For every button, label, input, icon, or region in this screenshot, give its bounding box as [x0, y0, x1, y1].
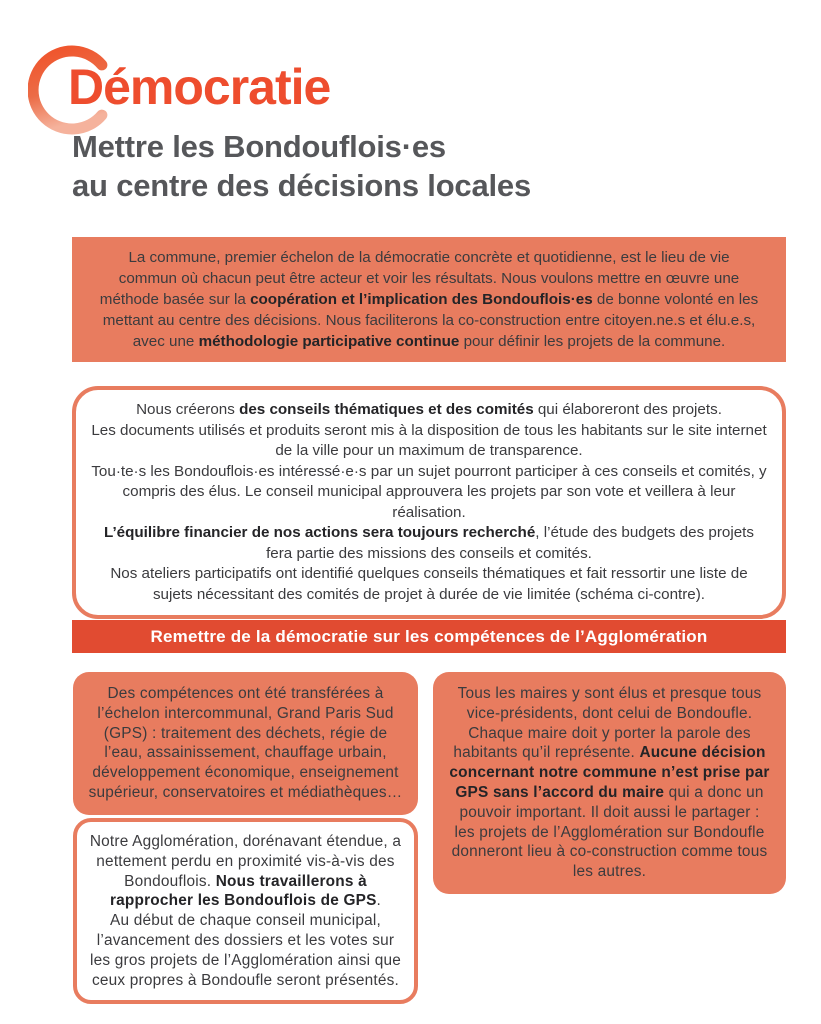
maires-gps-box	[433, 672, 786, 894]
page-subtitle-line1: Mettre les Bondouflois·es	[72, 129, 446, 164]
section-banner-label: Remettre de la démocratie sur les compétences de l’Agglomération	[150, 626, 708, 646]
maires-text: Tous les maires y sont élus et presque tous vice-présidents, dont celui de Bondoufle. Chaque maire doit y porter la parole des habitants qu’il représente. Aucune décision concernant notre commune n’est prise par GPS sans l’accord du maire qui a donc un pouvoir important. Il doit aussi le partager : les projets de l’Agglomération sur Bondoufle donneront lieu à co-construction comme tous les autres.	[449, 685, 770, 881]
council-paragraph-2: Les documents utilisés et produits seront mis à la disposition de tous les habitants sur le site internet de la ville pour un maximum de transparence.	[91, 421, 767, 459]
councils-committees-box	[72, 386, 786, 619]
page-subtitle-line2: au centre des décisions locales	[72, 168, 532, 203]
intro-box	[72, 237, 786, 362]
section-banner	[72, 620, 786, 653]
proximity-paragraph-1: Notre Agglomération, dorénavant étendue, a nettement perdu en proximité vis-à-vis des Bondouflois. Nous travaillerons à rapprocher les Bondouflois de GPS.	[89, 833, 402, 910]
council-paragraph-4: L’équilibre financier de nos actions sera toujours recherché, l’étude des budgets des projets fera partie des missions des conseils et comités.	[104, 524, 754, 562]
proximity-paragraph-2: Au début de chaque conseil municipal, l’avancement des dossiers et les votes sur les gros projets de l’Agglomération ainsi que ceux propres à Bondoufle seront présentés.	[90, 912, 401, 989]
council-paragraph-1: Nous créerons des conseils thématiques et des comités qui élaboreront des projets.	[136, 401, 722, 418]
page-subtitle	[72, 127, 531, 205]
competences-text: Des compétences ont été transférées à l’échelon intercommunal, Grand Paris Sud (GPS) : traitement des déchets, régie de l’eau, assainissement, chauffage urbain, développement économique, enseignement supérieur, conservatoires et médiathèques…	[88, 685, 403, 801]
page-title: Démocratie	[68, 59, 331, 115]
competences-transferees-box	[73, 672, 418, 815]
council-paragraph-5: Nos ateliers participatifs ont identifié quelques conseils thématiques et fait ressortir une liste de sujets nécessitant des comités de projet à durée de vie limitée (schéma ci-contre).	[110, 565, 748, 603]
agglomeration-proximite-box	[73, 818, 418, 1004]
intro-text: La commune, premier échelon de la démocratie concrète et quotidienne, est le lieu de vie commun où chacun peut être acteur et voir les résultats. Nous voulons mettre en œuvre une méthode basée sur la coopération et l’implication des Bondouflois·es de bonne volonté en les mettant au centre des décisions. Nous faciliterons la co-construction entre citoyen.ne.s et élu.e.s, avec une méthodologie participative continue pour définir les projets de la commune.	[99, 249, 759, 350]
council-paragraph-3: Tou·te·s les Bondouflois·es intéressé·e·s par un sujet pourront participer à ces conseils et comités, y compris des élus. Le conseil municipal approuvera les projets par son vote et veillera à leur réalisation.	[91, 462, 767, 521]
